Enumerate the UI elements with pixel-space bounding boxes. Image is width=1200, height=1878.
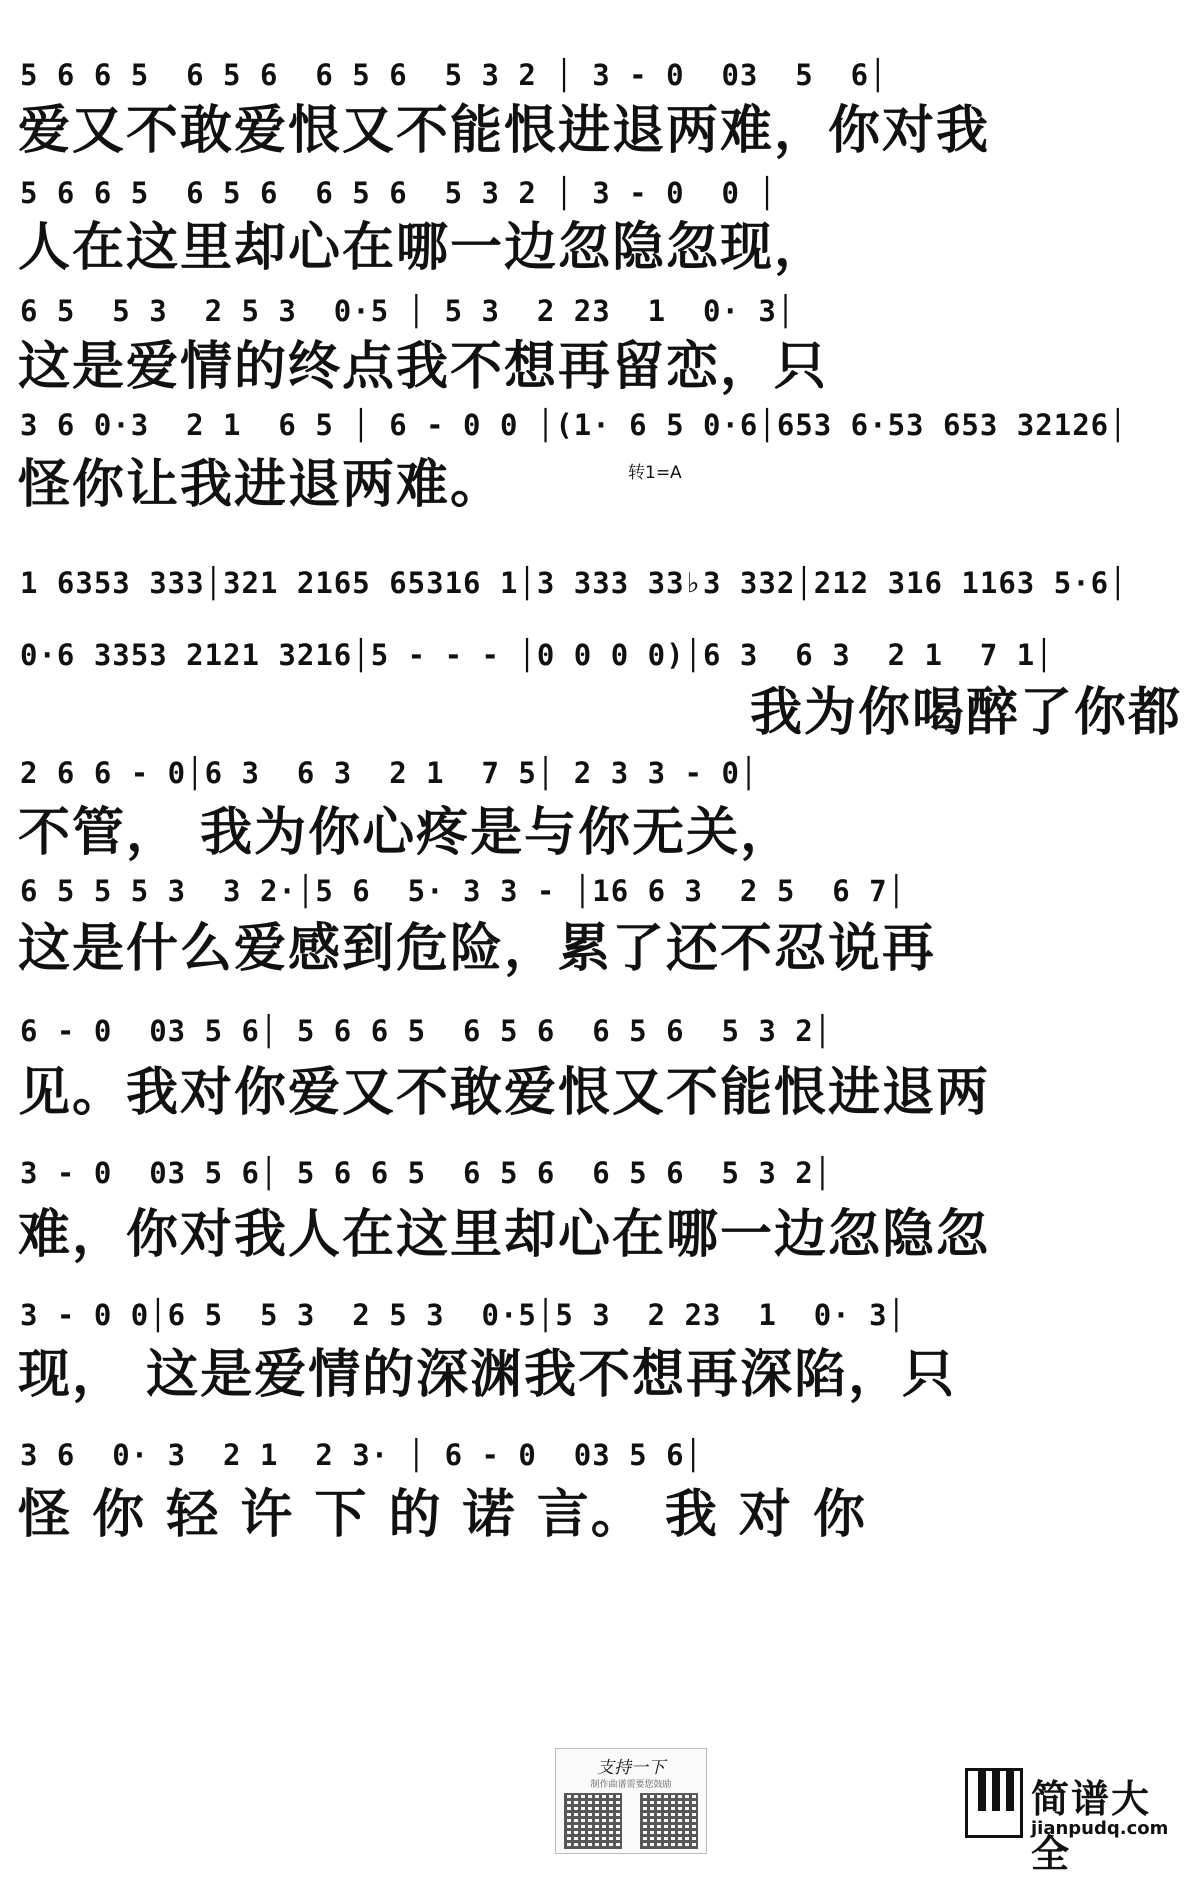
notation-line-6: 0·6 3353 2121 3216│5 - - - │0 0 0 0)│6 3 6 3 2 1 7 1│	[20, 638, 1054, 672]
lyrics-line-4: 怪你让我进退两难。	[18, 454, 505, 515]
lyrics-line-7: 不管， 我为你心疼是与你无关，	[18, 802, 795, 863]
lyrics-line-6: 我为你喝醉了你都	[749, 682, 1182, 743]
notation-line-11: 3 - 0 0│6 5 5 3 2 5 3 0·5│5 3 2 23 1 0· 3│	[20, 1298, 907, 1332]
notation-line-7: 2 6 6 - 0│6 3 6 3 2 1 7 5│ 2 3 3 - 0│	[20, 756, 759, 790]
brand-name: 简谱大全	[1031, 1777, 1152, 1876]
site-logo	[965, 1768, 1190, 1876]
support-qr-card	[555, 1748, 707, 1854]
lyrics-line-2: 人在这里却心在哪一边忽隐忽现，	[18, 217, 829, 278]
lyrics-line-1: 爱又不敢爱恨又不能恨进退两难，你对我	[18, 100, 991, 161]
lyrics-line-8: 这是什么爱感到危险，累了还不忍说再	[18, 918, 937, 979]
notation-line-2: 5 6 6 5 6 5 6 6 5 6 5 3 2 │ 3 - 0 0 │	[20, 176, 777, 210]
lyrics-line-11: 现， 这是爱情的深渊我不想再深陷，只	[18, 1344, 957, 1405]
qr-code-icon	[564, 1793, 622, 1849]
piano-keys-icon	[965, 1768, 1023, 1838]
brand-url: jianpudq.com	[1031, 1818, 1169, 1839]
qr-code-icon	[640, 1793, 698, 1849]
notation-line-4: 3 6 0·3 2 1 6 5 │ 6 - 0 0 │(1· 6 5 0·6│653 6·53 653 32126│	[20, 408, 1128, 442]
support-subtitle: 制作曲谱需要您鼓励	[590, 1780, 672, 1790]
notation-line-12: 3 6 0· 3 2 1 2 3· │ 6 - 0 03 5 6│	[20, 1438, 704, 1472]
support-title: 支持一下	[597, 1758, 665, 1778]
lyrics-line-10: 难，你对我人在这里却心在哪一边忽隐忽	[18, 1204, 991, 1265]
notation-line-10: 3 - 0 03 5 6│ 5 6 6 5 6 5 6 6 5 6 5 3 2│	[20, 1156, 833, 1190]
key-change-label: 转1=A	[628, 463, 682, 483]
notation-line-3: 6 5 5 3 2 5 3 0·5 │ 5 3 2 23 1 0· 3│	[20, 294, 796, 328]
notation-line-8: 6 5 5 5 3 3 2·│5 6 5· 3 3 - │16 6 3 2 5 6 7│	[20, 874, 907, 908]
notation-line-9: 6 - 0 03 5 6│ 5 6 6 5 6 5 6 6 5 6 5 3 2│	[20, 1014, 833, 1048]
lyrics-line-3: 这是爱情的终点我不想再留恋，只	[18, 336, 829, 397]
notation-line-1: 5 6 6 5 6 5 6 6 5 6 5 3 2 │ 3 - 0 03 5 6│	[20, 58, 888, 92]
lyrics-line-12: 怪 你 轻 许 下 的 诺 言。 我 对 你	[18, 1484, 868, 1545]
notation-line-5: 1 6353 333│321 2165 65316 1│3 333 33♭3 332│212 316 1163 5·6│	[20, 566, 1128, 600]
lyrics-line-9: 见。我对你爱又不敢爱恨又不能恨进退两	[18, 1062, 991, 1123]
